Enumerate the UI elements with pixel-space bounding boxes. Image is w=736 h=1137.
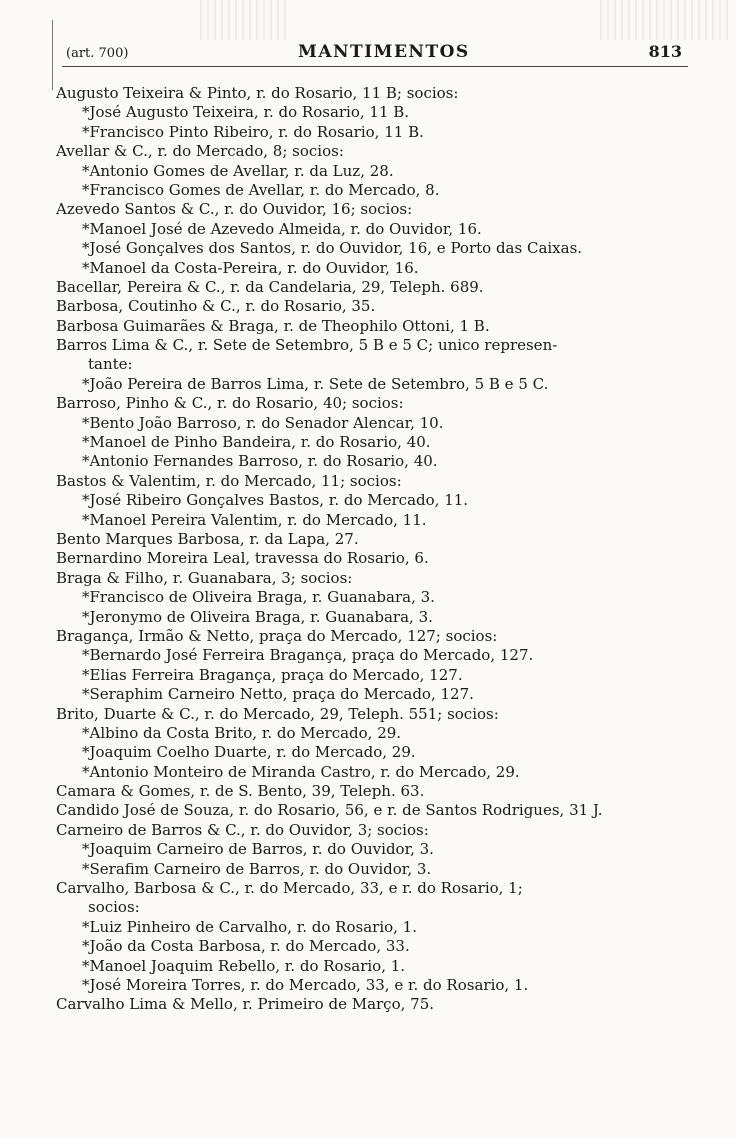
firm-entry: Bastos & Valentim, r. do Mercado, 11; socios:: [56, 471, 402, 490]
firm-entry: Augusto Teixeira & Pinto, r. do Rosario, 11 B; socios:: [56, 84, 459, 102]
partner-entry: *Francisco Gomes de Avellar, r. do Mercado, 8.: [82, 180, 440, 199]
partner-entry: *José Gonçalves dos Santos, r. do Ouvidor, 16, e Porto das Caixas.: [82, 239, 583, 258]
entry-continuation: tante:: [88, 355, 133, 374]
print-smudge: [200, 0, 290, 40]
firm-entry: Barbosa Guimarães & Braga, r. de Theophilo Ottoni, 1 B.: [56, 316, 490, 335]
firm-entry: Brito, Duarte & C., r. do Mercado, 29, Teleph. 551; socios:: [56, 704, 499, 723]
firm-entry: Carneiro de Barros & C., r. do Ouvidor, 3; socios:: [56, 820, 429, 839]
partner-entry: *João da Costa Barbosa, r. do Mercado, 33.: [82, 937, 410, 956]
margin-rule: [52, 20, 53, 90]
partner-entry: *Manoel da Costa-Pereira, r. do Ouvidor, 16.: [82, 258, 419, 277]
partner-entry: *José Augusto Teixeira, r. do Rosario, 11 B.: [82, 103, 410, 122]
partner-entry: *José Ribeiro Gonçalves Bastos, r. do Mercado, 11.: [82, 491, 469, 510]
partner-entry: *Antonio Monteiro de Miranda Castro, r. do Mercado, 29.: [82, 762, 520, 781]
partner-entry: *Manoel Joaquim Rebello, r. do Rosario, 1.: [82, 956, 406, 975]
firm-entry: Bragança, Irmão & Netto, praça do Mercado, 127; socios:: [56, 626, 498, 645]
partner-entry: *Francisco de Oliveira Braga, r. Guanabara, 3.: [82, 588, 435, 607]
partner-entry: *Seraphim Carneiro Netto, praça do Mercado, 127.: [82, 685, 474, 704]
firm-entry: Camara & Gomes, r. de S. Bento, 39, Teleph. 63.: [56, 782, 425, 801]
firm-entry: Carvalho Lima & Mello, r. Primeiro de Março, 75.: [56, 995, 435, 1014]
firm-entry: Carvalho, Barbosa & C., r. do Mercado, 33, e r. do Rosario, 1;: [56, 879, 523, 898]
firm-entry: Barbosa, Coutinho & C., r. do Rosario, 35.: [56, 297, 376, 316]
directory-entries: [56, 84, 706, 1015]
partner-entry: *Serafim Carneiro de Barros, r. do Ouvidor, 3.: [82, 859, 432, 878]
firm-entry: Braga & Filho, r. Guanabara, 3; socios:: [56, 568, 353, 587]
partner-entry: *Joaquim Carneiro de Barros, r. do Ouvidor, 3.: [82, 840, 434, 859]
firm-entry: Barros Lima & C., r. Sete de Setembro, 5 B e 5 C; unico represen-: [56, 336, 558, 355]
firm-entry: Barroso, Pinho & C., r. do Rosario, 40; socios:: [56, 394, 404, 413]
partner-entry: *Manoel de Pinho Bandeira, r. do Rosario, 40.: [82, 433, 431, 452]
partner-entry: *Antonio Fernandes Barroso, r. do Rosario, 40.: [82, 452, 438, 471]
partner-entry: *Manoel José de Azevedo Almeida, r. do Ouvidor, 16.: [82, 219, 482, 238]
partner-entry: *Antonio Gomes de Avellar, r. da Luz, 28.: [82, 161, 394, 180]
print-smudge: [600, 0, 730, 40]
firm-entry: Candido José de Souza, r. do Rosario, 56, e r. de Santos Rodrigues, 31 J.: [56, 801, 603, 820]
page-number: 813: [648, 42, 682, 61]
firm-entry: Bacellar, Pereira & C., r. da Candelaria, 29, Teleph. 689.: [56, 277, 484, 296]
partner-entry: *Jeronymo de Oliveira Braga, r. Guanabara, 3.: [82, 607, 433, 626]
partner-entry: *Bento João Barroso, r. do Senador Alencar, 10.: [82, 413, 444, 432]
partner-entry: *Albino da Costa Brito, r. do Mercado, 29.: [82, 723, 402, 742]
firm-entry: Azevedo Santos & C., r. do Ouvidor, 16; socios:: [56, 200, 413, 219]
partner-entry: *João Pereira de Barros Lima, r. Sete de Setembro, 5 B e 5 C.: [82, 374, 549, 393]
partner-entry: *Joaquim Coelho Duarte, r. do Mercado, 29.: [82, 743, 416, 762]
partner-entry: *Bernardo José Ferreira Bragança, praça do Mercado, 127.: [82, 646, 534, 665]
entry-continuation: socios:: [88, 898, 140, 917]
firm-entry: Avellar & C., r. do Mercado, 8; socios:: [56, 142, 344, 161]
partner-entry: *Manoel Pereira Valentim, r. do Mercado, 11.: [82, 510, 427, 529]
partner-entry: *Luiz Pinheiro de Carvalho, r. do Rosario, 1.: [82, 917, 417, 936]
header-rule: [62, 66, 688, 67]
firm-entry: Bernardino Moreira Leal, travessa do Rosario, 6.: [56, 549, 429, 568]
page-header: [66, 40, 682, 66]
partner-entry: *José Moreira Torres, r. do Mercado, 33, e r. do Rosario, 1.: [82, 975, 529, 994]
partner-entry: *Francisco Pinto Ribeiro, r. do Rosario, 11 B.: [82, 122, 424, 141]
partner-entry: *Elias Ferreira Bragança, praça do Mercado, 127.: [82, 665, 463, 684]
firm-entry: Bento Marques Barbosa, r. da Lapa, 27.: [56, 529, 359, 548]
section-title: MANTIMENTOS: [298, 42, 470, 62]
article-reference: (art. 700): [66, 46, 129, 61]
